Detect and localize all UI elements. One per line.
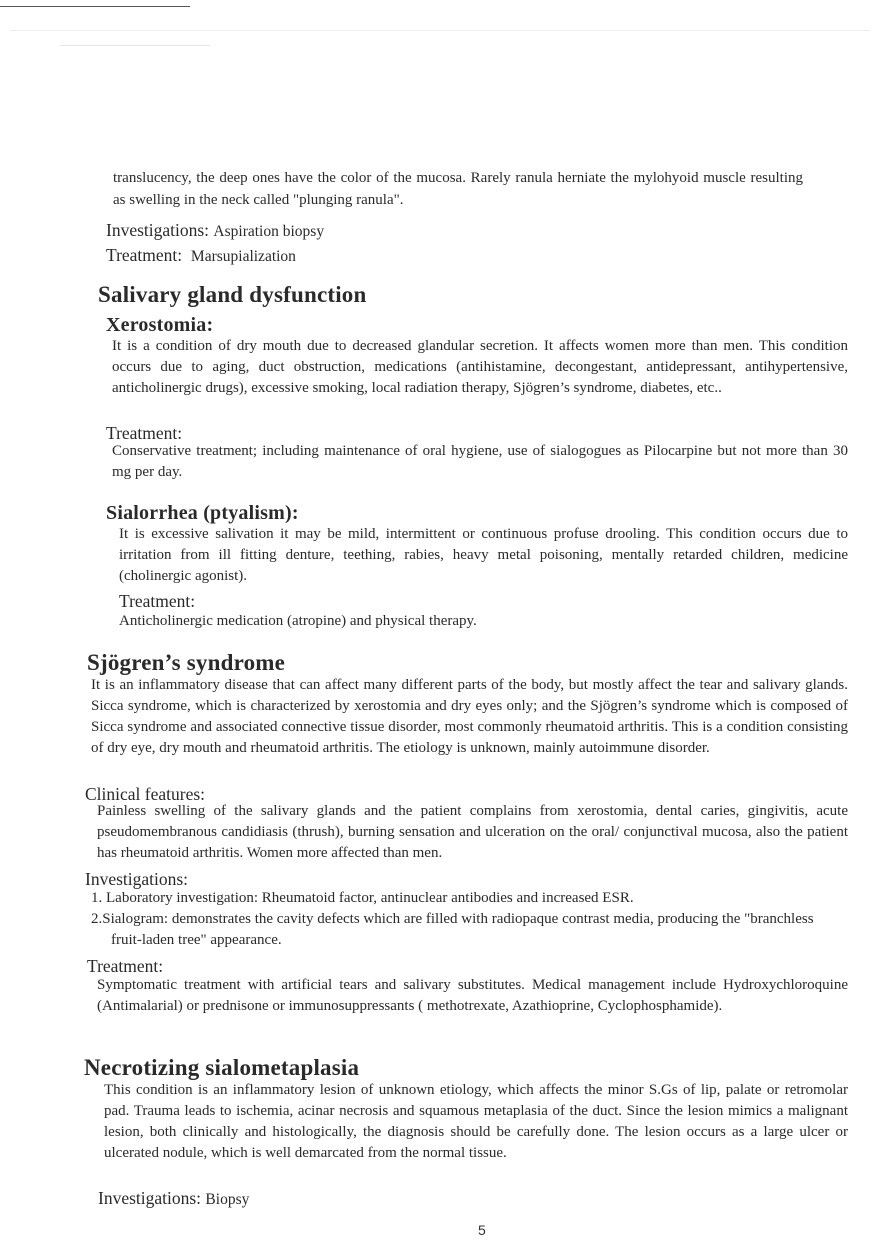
- investigation-item: 1. Laboratory investigation: Rheumatoid factor, antinuclear antibodies and increased ESR.: [91, 890, 634, 906]
- xerostomia-treatment-body: [112, 441, 848, 483]
- subsection-heading: Xerostomia:: [106, 314, 214, 336]
- clinical-features-body: [97, 801, 848, 864]
- ranula-investigations: [106, 218, 324, 244]
- clinical-features-label: Clinical features:: [85, 784, 206, 804]
- page-number: 5: [478, 1222, 486, 1238]
- sjogren-treatment-body: [97, 975, 848, 1017]
- treatment-label: Treatment:: [106, 245, 183, 265]
- investigations-value: Biopsy: [205, 1191, 250, 1208]
- treatment-label: Treatment:: [119, 591, 196, 611]
- xerostomia-text: It is a condition of dry mouth due to decreased glandular secretion. It affects women more than men. This condition occurs due to aging, duct obstruction, medications (antihistamine, decongestant, antidepressant, antihypertensive, anticholinergic drugs), excessive smoking, local radiation therapy, Sjögren’s syndrome, diabetes, etc..: [112, 338, 848, 396]
- investigation-item: 2.Sialogram: demonstrates the cavity defects which are filled with radiopaque contrast media, producing the "branchless fruit-laden tree" appearance.: [91, 911, 814, 948]
- treatment-value: Marsupialization: [190, 248, 296, 265]
- scan-top-rule: [0, 6, 190, 7]
- sjogren-treatment-label-block: [87, 955, 163, 977]
- sialorrhea-treatment-label-block: [119, 590, 195, 612]
- section-heading: Salivary gland dysfunction: [98, 282, 367, 307]
- clinical-features-text: Painless swelling of the salivary glands and the patient complains from xerostomia, dental caries, gingivitis, acute pseudomembranous candidiasis (thrush), burning sensation and ulceration on the oral/ conjunctival mucosa, also the patient has rheumatoid arthritis. Women more affected than men.: [97, 803, 848, 861]
- section-heading-sjogren: [87, 650, 285, 676]
- treatment-text: Conservative treatment; including maintenance of oral hygiene, use of sialogogues as Pilocarpine but not more than 30 mg per day.: [112, 443, 848, 480]
- sialorrhea-body: [119, 524, 848, 587]
- sjogren-body: [91, 675, 848, 759]
- investigations-label: Investigations:: [106, 220, 210, 240]
- sialorrhea-treatment-body: [119, 611, 848, 632]
- sjogren-investigation-1: [91, 888, 848, 909]
- treatment-label: Treatment:: [106, 423, 183, 443]
- subsection-heading-sialorrhea: [106, 502, 299, 525]
- scan-artifact-line: [60, 45, 210, 46]
- sialorrhea-text: It is excessive salivation it may be mild, intermittent or continuous profuse drooling. This condition occurs due to irritation from ill fitting denture, teething, rabies, heavy metal poisoning, mentally retarded children, medicine (cholinergic agonist).: [119, 526, 848, 584]
- necrotizing-text: This condition is an inflammatory lesion of unknown etiology, which affects the minor S.Gs of lip, palate or retromolar pad. Trauma leads to ischemia, acinar necrosis and squamous metaplasia of the duct. Since the lesion mimics a malignant lesion, both clinically and histologically, the diagnosis should be carefully done. The lesion occurs as a large ulcer or ulcerated nodule, which is well demarcated from the normal tissue.: [104, 1082, 848, 1161]
- subsection-heading: Sialorrhea (ptyalism):: [106, 502, 299, 524]
- section-heading-salivary-dysfunction: [98, 282, 367, 308]
- section-heading: Necrotizing sialometaplasia: [84, 1055, 360, 1080]
- investigations-value: Aspiration biopsy: [213, 223, 325, 240]
- xerostomia-body: [112, 336, 848, 399]
- necrotizing-body: [104, 1080, 848, 1164]
- ranula-continuation-block: [113, 167, 803, 211]
- sjogren-text: It is an inflammatory disease that can affect many different parts of the body, but mostly affect the tear and salivary glands. Sicca syndrome, which is characterized by xerostomia and dry eyes only; and the Sjögren’s syndrome which is composed of Sicca syndrome and associated connective tissue disorder, most commonly rheumatoid arthritis. This is a condition consisting of dry eye, dry mouth and rheumatoid arthritis. The etiology is unknown, mainly autoimmune disorder.: [91, 677, 848, 756]
- investigations-label: Investigations:: [85, 869, 189, 889]
- subsection-heading-xerostomia: [106, 314, 213, 337]
- investigations-label: Investigations:: [98, 1188, 202, 1208]
- scan-artifact-line: [10, 30, 870, 31]
- section-heading: Sjögren’s syndrome: [87, 650, 286, 675]
- treatment-label: Treatment:: [87, 956, 164, 976]
- treatment-text: Anticholinergic medication (atropine) and physical therapy.: [119, 613, 477, 629]
- treatment-text: Symptomatic treatment with artificial tears and salivary substitutes. Medical management include Hydroxychloroquine (Antimalarial) or prednisone or immunosuppressants ( methotrexate, Azathioprine, Cyclophosphamide).: [97, 977, 848, 1014]
- ranula-continuation-text: translucency, the deep ones have the color of the mucosa. Rarely ranula herniate the mylohyoid muscle resulting as swelling in the neck called "plunging ranula".: [113, 170, 803, 208]
- ranula-treatment: [106, 243, 296, 269]
- sjogren-investigations-label-block: [85, 868, 188, 890]
- sjogren-investigation-2: [91, 909, 848, 951]
- section-heading-necrotizing: [84, 1055, 359, 1081]
- necrotizing-investigations: [98, 1186, 249, 1212]
